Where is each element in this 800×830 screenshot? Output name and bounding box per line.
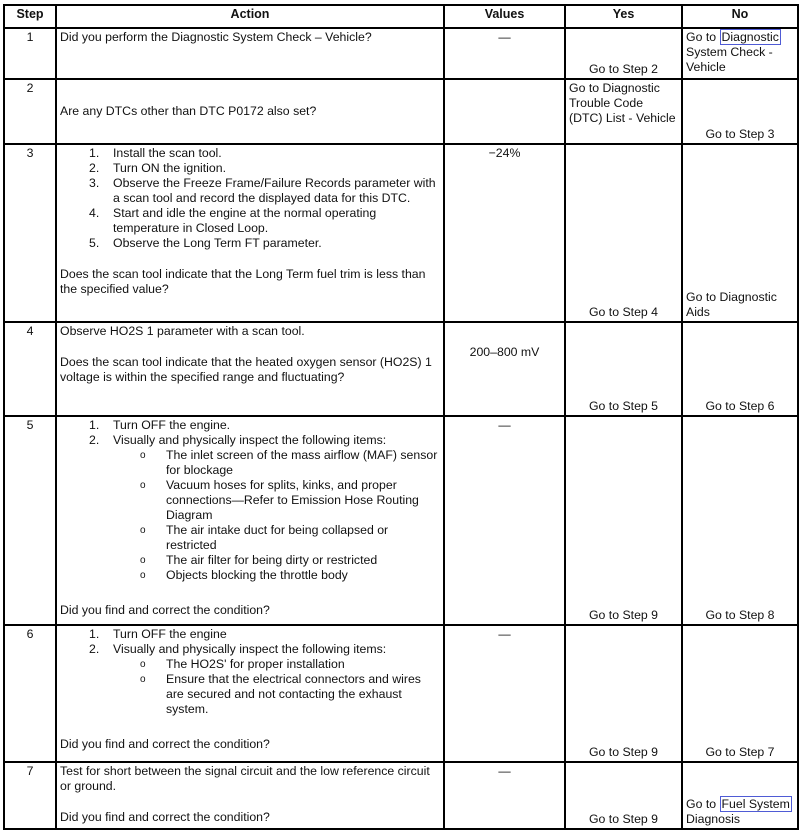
procedure-step: Turn OFF the engine. — [113, 418, 231, 432]
no-action[interactable] — [686, 30, 794, 75]
value-cell: — — [444, 416, 565, 625]
value-cell: 200–800 mV — [444, 322, 565, 416]
fuel-system-link[interactable]: Fuel System — [721, 797, 790, 811]
action-cell — [56, 28, 444, 79]
yes-cell — [565, 79, 682, 144]
step-number: 7 — [4, 762, 56, 829]
action-text: Observe HO2S 1 parameter with a scan tool. — [60, 324, 305, 338]
table-row — [4, 322, 798, 416]
question-text: Does the scan tool indicate that the heated oxygen sensor (HO2S) 1 voltage is within the specified range and fluctuating? — [60, 355, 432, 384]
procedure-step-text: Visually and physically inspect the following items: — [113, 433, 387, 447]
diagnostic-table — [3, 4, 799, 830]
value-cell: −24% — [444, 144, 565, 322]
question-text: Does the scan tool indicate that the Long Term fuel trim is less than the specified value? — [60, 267, 426, 296]
value-cell: — — [444, 625, 565, 762]
yes-action[interactable]: Go to Step 9 — [588, 812, 659, 826]
procedure-step-text: Visually and physically inspect the following items: — [113, 642, 387, 656]
procedure-step — [113, 433, 440, 583]
yes-cell — [565, 625, 682, 762]
no-action[interactable]: Go to Step 7 — [705, 745, 775, 759]
inspection-list — [113, 657, 440, 717]
yes-action[interactable]: Go to Step 4 — [588, 305, 659, 319]
procedure-step: Start and idle the engine at the normal operating temperature in Closed Loop. — [113, 206, 377, 235]
no-cell — [682, 322, 798, 416]
no-cell — [682, 28, 798, 79]
inspection-item: o The HO2S' for proper installation — [166, 657, 440, 672]
yes-action[interactable]: Go to Step 5 — [588, 399, 659, 413]
yes-cell — [565, 416, 682, 625]
action-text: Test for short between the signal circuit and the low reference circuit or ground. — [60, 764, 430, 793]
procedure-step: Turn OFF the engine — [113, 627, 227, 641]
table-row — [4, 416, 798, 625]
no-suffix[interactable]: System Check - Vehicle — [686, 45, 773, 74]
action-cell — [56, 322, 444, 416]
step-number: 5 — [4, 416, 56, 625]
procedure-step: Install the scan tool. — [113, 146, 222, 160]
table-row — [4, 144, 798, 322]
inspection-list — [113, 448, 440, 583]
step-number: 1 — [4, 28, 56, 79]
yes-cell — [565, 322, 682, 416]
procedure-list — [60, 627, 440, 717]
no-action[interactable] — [686, 797, 794, 827]
value-cell: — — [444, 762, 565, 829]
no-cell — [682, 625, 798, 762]
action-cell — [56, 416, 444, 625]
action-cell — [56, 625, 444, 762]
header-row — [4, 5, 798, 28]
procedure-list — [60, 146, 440, 251]
no-action[interactable]: Go to Diagnostic Aids — [686, 290, 777, 319]
yes-cell — [565, 144, 682, 322]
no-suffix[interactable]: Diagnosis — [686, 812, 740, 826]
procedure-step: Turn ON the ignition. — [113, 161, 227, 175]
procedure-step — [113, 642, 440, 717]
no-prefix: Go to — [686, 30, 720, 44]
value-cell: — — [444, 28, 565, 79]
no-cell — [682, 416, 798, 625]
no-prefix: Go to — [686, 797, 720, 811]
procedure-step: Observe the Freeze Frame/Failure Records parameter with a scan tool and record the displayed data for this DTC. — [113, 176, 436, 205]
no-action[interactable]: Go to Step 6 — [705, 399, 775, 413]
step-number: 3 — [4, 144, 56, 322]
procedure-step: Observe the Long Term FT parameter. — [113, 236, 322, 250]
yes-action[interactable]: Go to Step 9 — [588, 745, 659, 759]
header-no: No — [682, 5, 798, 28]
step-number: 6 — [4, 625, 56, 762]
yes-action[interactable]: Go to Step 9 — [588, 608, 659, 622]
no-cell — [682, 79, 798, 144]
action-cell — [56, 144, 444, 322]
header-yes: Yes — [565, 5, 682, 28]
inspection-item: o Vacuum hoses for splits, kinks, and proper connections—Refer to Emission Hose Routing Diagram — [166, 478, 440, 523]
inspection-item: o The air filter for being dirty or restricted — [166, 553, 440, 568]
inspection-item: o Ensure that the electrical connectors and wires are secured and not contacting the exhaust system. — [166, 672, 440, 717]
no-action[interactable]: Go to Step 3 — [705, 127, 775, 141]
step-number: 4 — [4, 322, 56, 416]
yes-action[interactable]: Go to Step 2 — [588, 62, 659, 76]
header-step: Step — [4, 5, 56, 28]
inspection-item: o Objects blocking the throttle body — [166, 568, 440, 583]
step-number: 2 — [4, 79, 56, 144]
question-text: Did you find and correct the condition? — [60, 603, 270, 617]
table-row — [4, 28, 798, 79]
header-values: Values — [444, 5, 565, 28]
inspection-item: o The inlet screen of the mass airflow (MAF) sensor for blockage — [166, 448, 440, 478]
yes-cell — [565, 28, 682, 79]
inspection-item: o The air intake duct for being collapsed or restricted — [166, 523, 440, 553]
action-text: Did you perform the Diagnostic System Check – Vehicle? — [60, 30, 372, 44]
question-text: Did you find and correct the condition? — [60, 737, 270, 751]
question-text: Did you find and correct the condition? — [60, 810, 270, 824]
table-row — [4, 79, 798, 144]
no-action[interactable]: Go to Step 8 — [705, 608, 775, 622]
header-action: Action — [56, 5, 444, 28]
yes-action[interactable]: Go to Diagnostic Trouble Code (DTC) List - Vehicle — [569, 81, 676, 125]
procedure-list — [60, 418, 440, 583]
no-cell — [682, 144, 798, 322]
diagnostic-system-check-link[interactable]: Diagnostic — [721, 30, 779, 44]
action-text: Are any DTCs other than DTC P0172 also set? — [60, 104, 317, 118]
value-cell — [444, 79, 565, 144]
action-cell — [56, 79, 444, 144]
table-row — [4, 625, 798, 762]
